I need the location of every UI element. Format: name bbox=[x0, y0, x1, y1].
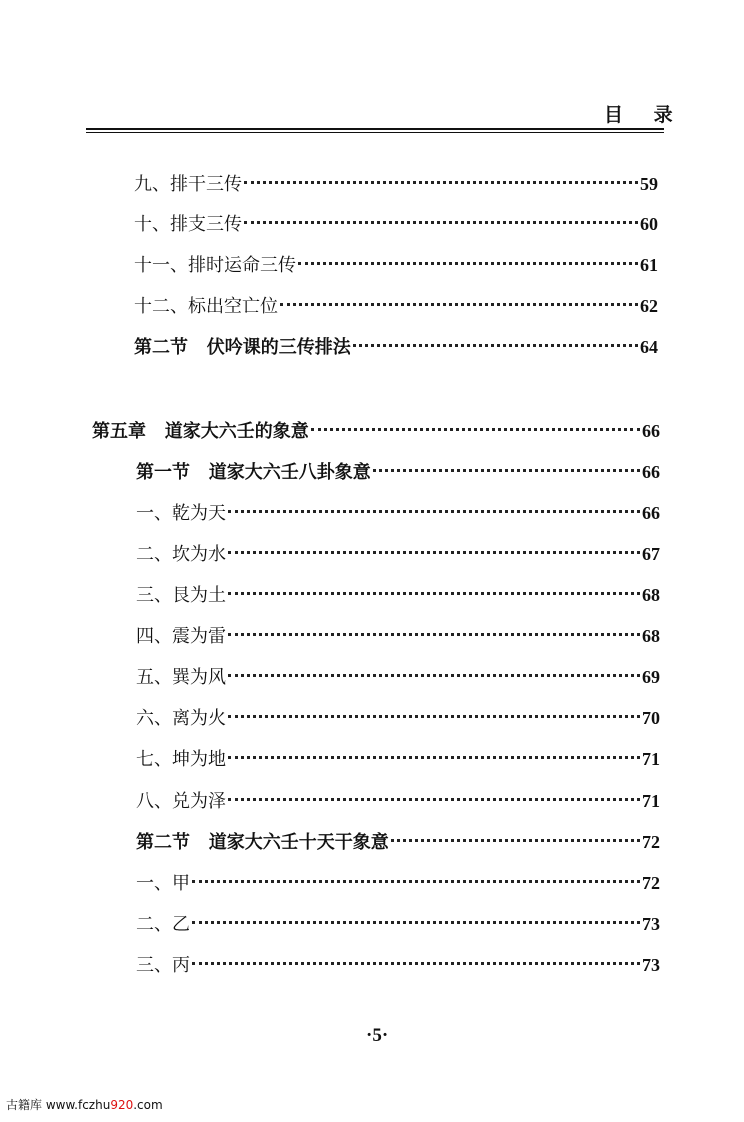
toc-entry-label: 第二节 伏吟课的三传排法 bbox=[134, 337, 351, 358]
toc-entry-page: 67 bbox=[642, 544, 660, 564]
toc-entry[interactable] bbox=[136, 498, 660, 528]
toc-entry-page: 60 bbox=[640, 214, 658, 234]
toc-entry-page: 72 bbox=[642, 832, 660, 852]
toc-entry-page: 68 bbox=[642, 585, 660, 605]
toc-entry-page: 66 bbox=[642, 462, 660, 482]
dot-leader bbox=[391, 839, 640, 842]
toc-entry[interactable] bbox=[136, 621, 660, 651]
dot-leader bbox=[228, 633, 640, 636]
toc-entry-label: 三、艮为土 bbox=[136, 585, 226, 606]
toc-entry-page: 69 bbox=[642, 667, 660, 687]
toc-entry[interactable] bbox=[134, 291, 658, 321]
dot-leader bbox=[373, 469, 640, 472]
toc-entry[interactable] bbox=[136, 868, 660, 898]
watermark-suffix: .com bbox=[133, 1098, 163, 1112]
dot-leader bbox=[228, 798, 640, 801]
dot-leader bbox=[228, 510, 640, 513]
toc-entry-label: 十一、排时运命三传 bbox=[134, 255, 296, 276]
toc-entry-page: 59 bbox=[640, 174, 658, 194]
dot-leader bbox=[244, 181, 638, 184]
toc-section-entry[interactable] bbox=[134, 332, 658, 362]
running-header-title: 目 录 bbox=[604, 104, 685, 126]
toc-entry-page: 61 bbox=[640, 255, 658, 275]
toc-entry-page: 72 bbox=[642, 873, 660, 893]
toc-entry-label: 五、巽为风 bbox=[136, 667, 226, 688]
toc-entry-label: 第二节 道家大六壬十天干象意 bbox=[136, 832, 389, 853]
toc-section-entry[interactable] bbox=[136, 827, 660, 857]
toc-entry-page: 66 bbox=[642, 503, 660, 523]
watermark-prefix: 古籍库 www.fczhu bbox=[6, 1098, 111, 1112]
dot-leader bbox=[192, 921, 640, 924]
toc-entry-page: 62 bbox=[640, 296, 658, 316]
toc-entry-page: 71 bbox=[642, 749, 660, 769]
toc-entry[interactable] bbox=[134, 209, 658, 239]
toc-entry-page: 68 bbox=[642, 626, 660, 646]
toc-entry-label: 三、丙 bbox=[136, 955, 190, 976]
toc-entry[interactable] bbox=[136, 662, 660, 692]
toc-entry-page: 73 bbox=[642, 914, 660, 934]
dot-leader bbox=[228, 551, 640, 554]
toc-entry-page: 70 bbox=[642, 708, 660, 728]
toc-entry-label: 第五章 道家大六壬的象意 bbox=[92, 421, 309, 442]
dot-leader bbox=[228, 715, 640, 718]
toc-entry[interactable] bbox=[134, 250, 658, 280]
toc-entry-label: 九、排干三传 bbox=[134, 174, 242, 195]
dot-leader bbox=[311, 428, 640, 431]
toc-entry-label: 十二、标出空亡位 bbox=[134, 296, 278, 317]
toc-entry[interactable] bbox=[136, 950, 660, 980]
toc-entry-label: 六、离为火 bbox=[136, 708, 226, 729]
toc-entry-label: 二、乙 bbox=[136, 914, 190, 935]
toc-entry-label: 四、震为雷 bbox=[136, 626, 226, 647]
dot-leader bbox=[192, 962, 640, 965]
toc-entry-page: 71 bbox=[642, 791, 660, 811]
dot-leader bbox=[353, 344, 638, 347]
dot-leader bbox=[228, 756, 640, 759]
toc-entry-label: 二、坎为水 bbox=[136, 544, 226, 565]
toc-entry[interactable] bbox=[134, 169, 658, 199]
dot-leader bbox=[244, 221, 638, 224]
toc-entry[interactable] bbox=[136, 580, 660, 610]
toc-entry[interactable] bbox=[136, 703, 660, 733]
toc-entry-label: 一、甲 bbox=[136, 873, 190, 894]
toc-entry[interactable] bbox=[136, 539, 660, 569]
toc-entry-label: 十、排支三传 bbox=[134, 214, 242, 235]
dot-leader bbox=[298, 262, 638, 265]
toc-section-entry[interactable] bbox=[136, 457, 660, 487]
dot-leader bbox=[228, 674, 640, 677]
toc-entry-label: 八、兑为泽 bbox=[136, 791, 226, 812]
dot-leader bbox=[280, 303, 638, 306]
toc-entry-label: 一、乾为天 bbox=[136, 503, 226, 524]
dot-leader bbox=[228, 592, 640, 595]
toc-entry-page: 64 bbox=[640, 337, 658, 357]
toc-entry-page: 73 bbox=[642, 955, 660, 975]
toc-entry[interactable] bbox=[136, 744, 660, 774]
toc-entry[interactable] bbox=[136, 786, 660, 816]
toc-chapter-entry[interactable] bbox=[92, 416, 660, 446]
toc-entry-label: 第一节 道家大六壬八卦象意 bbox=[136, 462, 371, 483]
toc-entry-page: 66 bbox=[642, 421, 660, 441]
source-watermark bbox=[6, 1096, 163, 1113]
dot-leader bbox=[192, 880, 640, 883]
page-number: ·5· bbox=[366, 1025, 389, 1046]
toc-entry[interactable] bbox=[136, 909, 660, 939]
toc-entry-label: 七、坤为地 bbox=[136, 749, 226, 770]
watermark-highlight: 920 bbox=[110, 1098, 134, 1112]
